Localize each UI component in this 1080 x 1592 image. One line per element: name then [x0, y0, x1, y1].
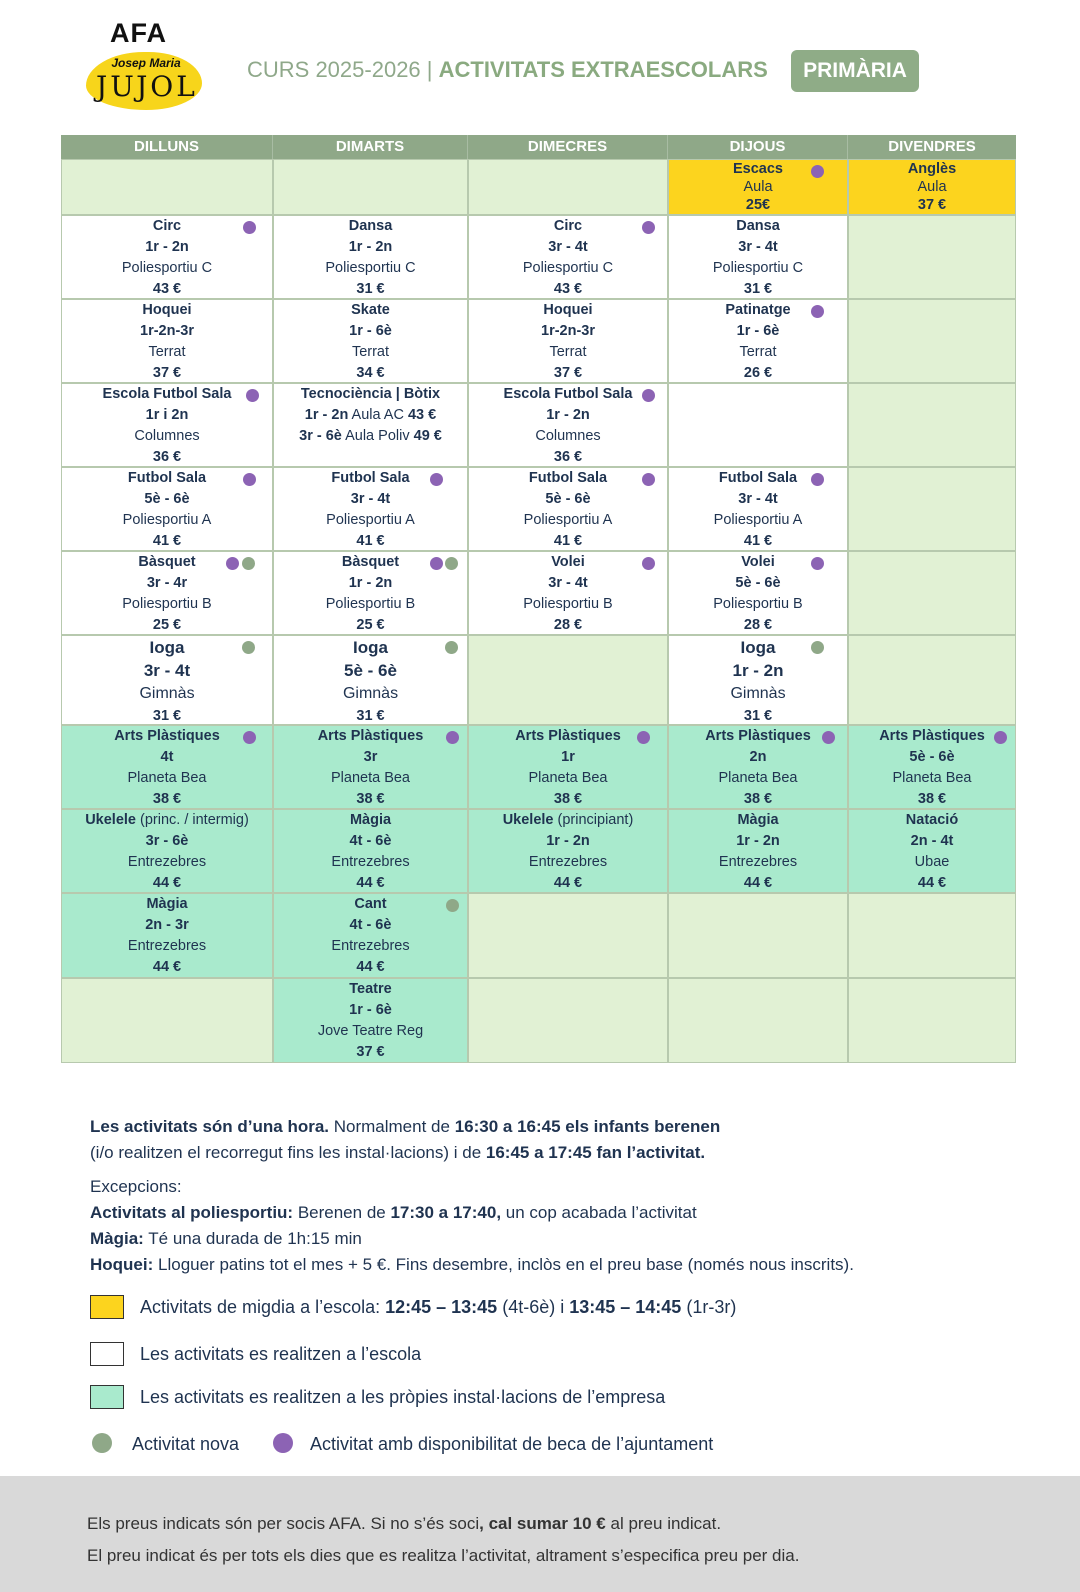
note-text: un cop acabada l’activitat: [501, 1203, 697, 1222]
activity-title: Circ: [553, 218, 583, 234]
activity-title: Arts Plàstiques: [705, 728, 811, 744]
activity-place: Entrezebres: [127, 938, 207, 954]
activity-grade: 3r - 4t: [548, 239, 588, 255]
activity-title: Tecnociència | Bòtix: [300, 386, 441, 402]
activity-arts-plastiques: [273, 725, 468, 809]
activity-price: 25 €: [152, 617, 182, 633]
activity-title: Arts Plàstiques: [879, 728, 985, 744]
activity-patinatge: [668, 299, 848, 383]
activity-grade: 1r i 2n: [145, 407, 189, 423]
legend-part: (1r-3r): [681, 1297, 737, 1317]
activity-dansa: [668, 215, 848, 299]
option-grade: 1r - 2n: [304, 407, 349, 423]
new-activity-dot-icon: [811, 641, 824, 654]
new-activity-dot-icon: [445, 557, 458, 570]
activity-price: 37 €: [356, 1044, 385, 1060]
activity-place: Entrezebres: [528, 854, 608, 870]
new-activity-dot-icon: [446, 899, 459, 912]
activity-grade: 5è - 6è: [909, 749, 955, 765]
activity-grade: 5è - 6è: [545, 491, 591, 507]
empty-cell: [848, 551, 1016, 635]
activity-price: 44 €: [917, 875, 947, 891]
activity-basquet: [61, 551, 273, 635]
empty-cell: [848, 635, 1016, 725]
note-bold: Les activitats són d’una hora.: [90, 1117, 330, 1136]
activity-place: Poliesportiu C: [522, 260, 614, 276]
note-line: [90, 1226, 1030, 1252]
empty-cell: [468, 635, 668, 725]
legend-swatch-yellow: [90, 1295, 124, 1319]
activity-grade: 2n: [749, 749, 767, 765]
note-line: [90, 1140, 1030, 1166]
activity-title: Arts Plàstiques: [515, 728, 621, 744]
activity-grade: 5è - 6è: [344, 661, 397, 680]
activity-place: Gimnàs: [342, 685, 399, 702]
activity-grade: 5è - 6è: [144, 491, 190, 507]
activity-grade: 1r - 6è: [349, 1002, 392, 1018]
activity-price: 31 €: [356, 281, 385, 297]
activity-price: 44 €: [152, 959, 182, 975]
activity-magia: [61, 893, 273, 978]
empty-cell: [668, 978, 848, 1063]
activity-grade: 1r - 2n: [732, 661, 784, 680]
activity-price: 38 €: [743, 791, 773, 807]
new-activity-dot-icon: [445, 641, 458, 654]
activity-place: Poliesportiu B: [325, 596, 416, 612]
note-bold: Activitats al poliesportiu:: [90, 1203, 294, 1222]
footer-notes: [0, 1476, 1080, 1592]
activity-title: Arts Plàstiques: [114, 728, 220, 744]
note-text: Té una durada de 1h:15 min: [143, 1229, 362, 1248]
activity-grade: 5è - 6è: [735, 575, 781, 591]
logo-name: JUJOL: [96, 70, 198, 103]
note-text: Normalment de: [329, 1117, 455, 1136]
option-price: 49 €: [413, 428, 442, 444]
footer-bold: , cal sumar 10 €: [479, 1514, 606, 1533]
note-line: [90, 1114, 1030, 1140]
activity-ukelele: [468, 809, 668, 893]
activity-title: Futbol Sala: [718, 470, 798, 486]
activity-price: 31 €: [152, 708, 182, 724]
activity-price: 38 €: [152, 791, 182, 807]
activity-price: 36 €: [553, 449, 583, 465]
empty-cell: [61, 978, 273, 1063]
activity-price: 25 €: [356, 617, 385, 633]
activity-grade: 2n - 4t: [910, 833, 954, 849]
activity-arts-plastiques: [61, 725, 273, 809]
grant-dot-icon: [246, 389, 259, 402]
activity-place: Ubae: [914, 854, 950, 870]
empty-cell: [273, 159, 468, 215]
new-activity-dot-icon: [242, 641, 255, 654]
activity-grade: 3r - 4t: [143, 661, 191, 680]
activity-hoquei: [468, 299, 668, 383]
grant-dot-icon: [226, 557, 239, 570]
activity-grade: 1r - 2n: [145, 239, 189, 255]
activity-arts-plastiques: [668, 725, 848, 809]
activity-grade: 3r - 4t: [548, 575, 588, 591]
activity-place: Planeta Bea: [892, 770, 972, 786]
empty-cell: [468, 159, 668, 215]
title-label: ACTIVITATS EXTRAESCOLARS: [438, 57, 768, 82]
activity-title: Ioga: [740, 638, 776, 657]
grant-dot-icon: [642, 389, 655, 402]
activity-price: 31 €: [743, 708, 773, 724]
activity-title: Natació: [905, 812, 959, 828]
activity-place: Entrezebres: [127, 854, 207, 870]
activity-place: Entrezebres: [331, 854, 410, 870]
activity-ioga: [61, 635, 273, 725]
legend-text: Les activitats es realitzen a les pròpies instal·lacions de l’empresa: [140, 1387, 666, 1407]
activity-title: [469, 810, 667, 831]
activity-volei: [668, 551, 848, 635]
note-bold: Màgia:: [90, 1229, 144, 1248]
activity-place: Terrat: [549, 344, 587, 360]
note-bold: 16:45 a 17:45 fan l’activitat.: [485, 1143, 706, 1162]
schedule-notes: [90, 1114, 1030, 1278]
legend-midday: [90, 1293, 990, 1323]
course-label: CURS 2025-2026 |: [247, 57, 439, 82]
afa-logo: [84, 18, 208, 112]
note-bold: Hoquei:: [90, 1255, 154, 1274]
activity-escacs: [668, 159, 848, 215]
grant-dot-icon: [822, 731, 835, 744]
activity-price: 41 €: [152, 533, 182, 549]
activity-title: Futbol Sala: [127, 470, 207, 486]
activity-grade: 2n - 3r: [145, 917, 189, 933]
grant-dot-icon: [243, 221, 256, 234]
grant-dot-icon: [811, 473, 824, 486]
activity-title: [62, 810, 272, 831]
new-activity-dot-icon: [92, 1433, 112, 1453]
activity-grade: 3r - 4r: [146, 575, 188, 591]
activity-title: Màgia: [349, 812, 392, 828]
primaria-badge: PRIMÀRIA: [791, 50, 919, 92]
activity-grade: 1r-2n-3r: [541, 323, 595, 339]
activity-place: Poliesportiu C: [712, 260, 804, 276]
activity-grade: 4t: [160, 749, 174, 765]
activity-grade: 3r: [363, 749, 378, 765]
activity-grade: 3r - 4t: [738, 239, 778, 255]
activity-place: Gimnàs: [139, 685, 195, 702]
grant-dot-icon: [811, 305, 824, 318]
activity-title: Màgia: [737, 812, 779, 828]
activity-price: 37 €: [152, 365, 182, 381]
activity-price: 41 €: [553, 533, 583, 549]
grant-dot-icon: [243, 473, 256, 486]
activity-title: Arts Plàstiques: [317, 728, 424, 744]
option-grade: 3r - 6è: [299, 428, 342, 444]
activity-price: 25€: [745, 197, 771, 213]
legend-company: [90, 1383, 990, 1413]
activity-grade: 1r - 2n: [546, 833, 590, 849]
activity-price: 43 €: [152, 281, 182, 297]
grant-dot-icon: [642, 473, 655, 486]
legend-text: [140, 1297, 736, 1318]
activity-price: 41 €: [356, 533, 385, 549]
activity-escola-futbol-sala: [61, 383, 273, 467]
activity-place: Terrat: [148, 344, 186, 360]
activity-title: Escola Futbol Sala: [503, 386, 633, 402]
activity-place: Poliesportiu B: [713, 596, 803, 612]
activity-price: 38 €: [917, 791, 947, 807]
activity-circ: [468, 215, 668, 299]
activity-place: Poliesportiu A: [122, 512, 212, 528]
activity-magia: [273, 809, 468, 893]
grant-dot-icon: [642, 221, 655, 234]
activity-angles: [848, 159, 1016, 215]
activity-futbol-sala: [273, 467, 468, 551]
legend-part: (4t-6è) i: [497, 1297, 570, 1317]
activity-ioga: [668, 635, 848, 725]
activity-title: Bàsquet: [138, 554, 196, 570]
activity-place: Poliesportiu A: [713, 512, 803, 528]
activity-place: Poliesportiu C: [121, 260, 213, 276]
empty-cell: [848, 978, 1016, 1063]
activity-title: Circ: [152, 218, 182, 234]
activity-title: Volei: [551, 554, 585, 570]
schedule-grid: [61, 135, 1016, 1067]
option-price: 43 €: [407, 407, 437, 423]
activity-price: 34 €: [356, 365, 385, 381]
activity-dansa: [273, 215, 468, 299]
note-bold: 17:30 a 17:40,: [390, 1203, 502, 1222]
activity-grade: 1r - 6è: [349, 323, 392, 339]
activity-place: Poliesportiu C: [325, 260, 416, 276]
activity-place: Terrat: [351, 344, 390, 360]
activity-price: 44 €: [152, 875, 182, 891]
activity-price: 28 €: [743, 617, 773, 633]
activity-ukelele: [61, 809, 273, 893]
activity-grade: 1r - 6è: [736, 323, 780, 339]
activity-title: Skate: [351, 302, 390, 318]
spacer: [90, 1166, 1030, 1174]
activity-price: 26 €: [743, 365, 773, 381]
activity-title: Escola Futbol Sala: [102, 386, 232, 402]
activity-grade: 1r - 2n: [348, 239, 393, 255]
activity-place: Poliesportiu A: [326, 512, 415, 528]
activity-title-text: Ukelele: [502, 812, 554, 828]
activity-futbol-sala: [61, 467, 273, 551]
activity-title: Anglès: [907, 161, 957, 177]
activity-title: Bàsquet: [341, 554, 400, 570]
activity-place: Entrezebres: [331, 938, 410, 954]
grant-dot-icon: [273, 1433, 293, 1453]
activity-price: 41 €: [743, 533, 773, 549]
grant-dot-icon: [243, 731, 256, 744]
empty-cell: [848, 893, 1016, 978]
logo-subtitle: Josep Maria: [111, 56, 181, 70]
footer-text: Els preus indicats són per socis AFA. Si no s’és soci: [87, 1514, 480, 1533]
logo-afa-text: AFA: [110, 18, 167, 48]
legend-school: [90, 1340, 990, 1370]
activity-title: Dansa: [736, 218, 780, 234]
note-text: Lloguer patins tot el mes + 5 €. Fins desembre, inclòs en el preu base (només nous inscrits).: [153, 1255, 854, 1274]
activity-grade: 1r - 2n: [546, 407, 590, 423]
page-title: [247, 57, 768, 83]
activity-skate: [273, 299, 468, 383]
activity-place: Gimnàs: [730, 685, 786, 702]
empty-school-cell: [668, 383, 848, 467]
activity-title: Hoquei: [142, 302, 192, 318]
note-bold: 16:30 a 16:45 els infants berenen: [454, 1117, 721, 1136]
legend-part: Activitats de migdia a l’escola:: [140, 1297, 386, 1317]
activity-place: Planeta Bea: [127, 770, 207, 786]
activity-futbol-sala: [668, 467, 848, 551]
activity-title: Ioga: [149, 638, 185, 657]
activity-option-1: [274, 405, 467, 426]
activity-place: Columnes: [134, 428, 200, 444]
activity-escola-futbol-sala: [468, 383, 668, 467]
activity-place: Columnes: [535, 428, 601, 444]
note-text: (i/o realitzen el recorregut fins les instal·lacions) i de: [90, 1143, 486, 1162]
activity-price: 38 €: [553, 791, 583, 807]
activity-title-note: (princ. / intermig): [135, 812, 249, 828]
empty-cell: [848, 215, 1016, 299]
activity-title: Futbol Sala: [331, 470, 410, 486]
option-place: Aula AC: [348, 407, 408, 423]
grant-dot-icon: [637, 731, 650, 744]
activity-price: 44 €: [743, 875, 773, 891]
activity-arts-plastiques: [468, 725, 668, 809]
grant-dot-icon: [446, 731, 459, 744]
activity-title: Futbol Sala: [528, 470, 608, 486]
activity-grade: 4t - 6è: [349, 833, 392, 849]
day-header-dijous: DIJOUS: [668, 135, 848, 159]
option-place: Aula Poliv: [341, 428, 414, 444]
empty-cell: [848, 299, 1016, 383]
empty-cell: [468, 893, 668, 978]
grant-dot-icon: [811, 557, 824, 570]
new-activity-dot-icon: [242, 557, 255, 570]
activity-price: 44 €: [356, 875, 385, 891]
activity-price: 37 €: [553, 365, 583, 381]
note-text: Berenen de: [293, 1203, 391, 1222]
activity-title: Hoquei: [543, 302, 593, 318]
empty-cell: [668, 893, 848, 978]
legend-swatch-white: [90, 1342, 124, 1366]
activity-title: Teatre: [349, 981, 392, 997]
legend-grant: Activitat amb disponibilitat de beca de l’ajuntament: [310, 1434, 714, 1454]
grant-dot-icon: [430, 473, 443, 486]
activity-grade: 1r-2n-3r: [140, 323, 194, 339]
legend-bold: 13:45 – 14:45: [569, 1297, 682, 1317]
activity-title-text: Ukelele: [85, 812, 136, 828]
activity-place: Planeta Bea: [528, 770, 608, 786]
legend-bold: 12:45 – 13:45: [385, 1297, 498, 1317]
activity-title: Patinatge: [725, 302, 791, 318]
activity-price: 31 €: [356, 708, 385, 724]
activity-title: Cant: [354, 896, 387, 912]
activity-basquet: [273, 551, 468, 635]
activity-title: Dansa: [348, 218, 393, 234]
activity-grade: 1r: [561, 749, 575, 765]
activity-ioga: [273, 635, 468, 725]
activity-place: Jove Teatre Reg: [317, 1023, 424, 1039]
grant-dot-icon: [811, 165, 824, 178]
grant-dot-icon: [430, 557, 443, 570]
activity-grade: 3r - 4t: [738, 491, 778, 507]
activity-option-2: [274, 426, 467, 447]
activity-place: Terrat: [739, 344, 777, 360]
activity-grade: 1r - 2n: [348, 575, 393, 591]
activity-teatre: [273, 978, 468, 1063]
legend-text: Les activitats es realitzen a l’escola: [140, 1344, 422, 1364]
activity-price: 31 €: [743, 281, 773, 297]
activity-place: Planeta Bea: [330, 770, 410, 786]
activity-price: 43 €: [553, 281, 583, 297]
legend-new-activity: Activitat nova: [132, 1434, 240, 1454]
footer-line: El preu indicat és per tots els dies que es realitza l’activitat, altrament s’especifica preu per dia.: [87, 1546, 800, 1565]
activity-futbol-sala: [468, 467, 668, 551]
footer-text: al preu indicat.: [605, 1514, 722, 1533]
grant-dot-icon: [642, 557, 655, 570]
activity-place: Aula: [743, 179, 773, 195]
activity-cant: [273, 893, 468, 978]
day-header-divendres: DIVENDRES: [848, 135, 1016, 159]
activity-title: Ioga: [353, 638, 388, 657]
activity-hoquei: [61, 299, 273, 383]
grant-dot-icon: [994, 731, 1007, 744]
activity-grade: 3r - 4t: [350, 491, 391, 507]
footer-line: [87, 1514, 721, 1534]
activity-grade: 1r - 2n: [736, 833, 780, 849]
empty-cell: [468, 978, 668, 1063]
activity-title: Volei: [741, 554, 775, 570]
activity-place: Poliesportiu A: [523, 512, 613, 528]
empty-cell: [61, 159, 273, 215]
activity-magia: [668, 809, 848, 893]
activity-place: Poliesportiu B: [523, 596, 613, 612]
activity-title-note: (principiant): [553, 812, 634, 828]
activity-arts-plastiques: [848, 725, 1016, 809]
activity-price: 37 €: [917, 197, 947, 213]
day-header-dilluns: DILLUNS: [61, 135, 273, 159]
activity-place: Aula: [917, 179, 947, 195]
activity-price: 38 €: [356, 791, 385, 807]
note-line: [90, 1200, 1030, 1226]
activity-volei: [468, 551, 668, 635]
legend-swatch-mint: [90, 1385, 124, 1409]
activity-price: 36 €: [152, 449, 182, 465]
exceptions-heading: Excepcions:: [90, 1177, 182, 1196]
activity-price: 44 €: [356, 959, 385, 975]
activity-grade: 3r - 6è: [145, 833, 189, 849]
activity-price: 28 €: [553, 617, 583, 633]
activity-place: Poliesportiu B: [122, 596, 212, 612]
activity-title: Màgia: [146, 896, 188, 912]
activity-title: Escacs: [733, 161, 783, 177]
activity-price: 44 €: [553, 875, 583, 891]
activity-place: Planeta Bea: [718, 770, 798, 786]
note-line: [90, 1252, 1030, 1278]
activity-grade: 4t - 6è: [349, 917, 392, 933]
activity-circ: [61, 215, 273, 299]
empty-cell: [848, 383, 1016, 467]
day-header-dimarts: DIMARTS: [273, 135, 468, 159]
empty-cell: [848, 467, 1016, 551]
activity-natacio: [848, 809, 1016, 893]
activity-tecnociencia: [273, 383, 468, 467]
activity-place: Entrezebres: [718, 854, 798, 870]
day-header-dimecres: DIMECRES: [468, 135, 668, 159]
